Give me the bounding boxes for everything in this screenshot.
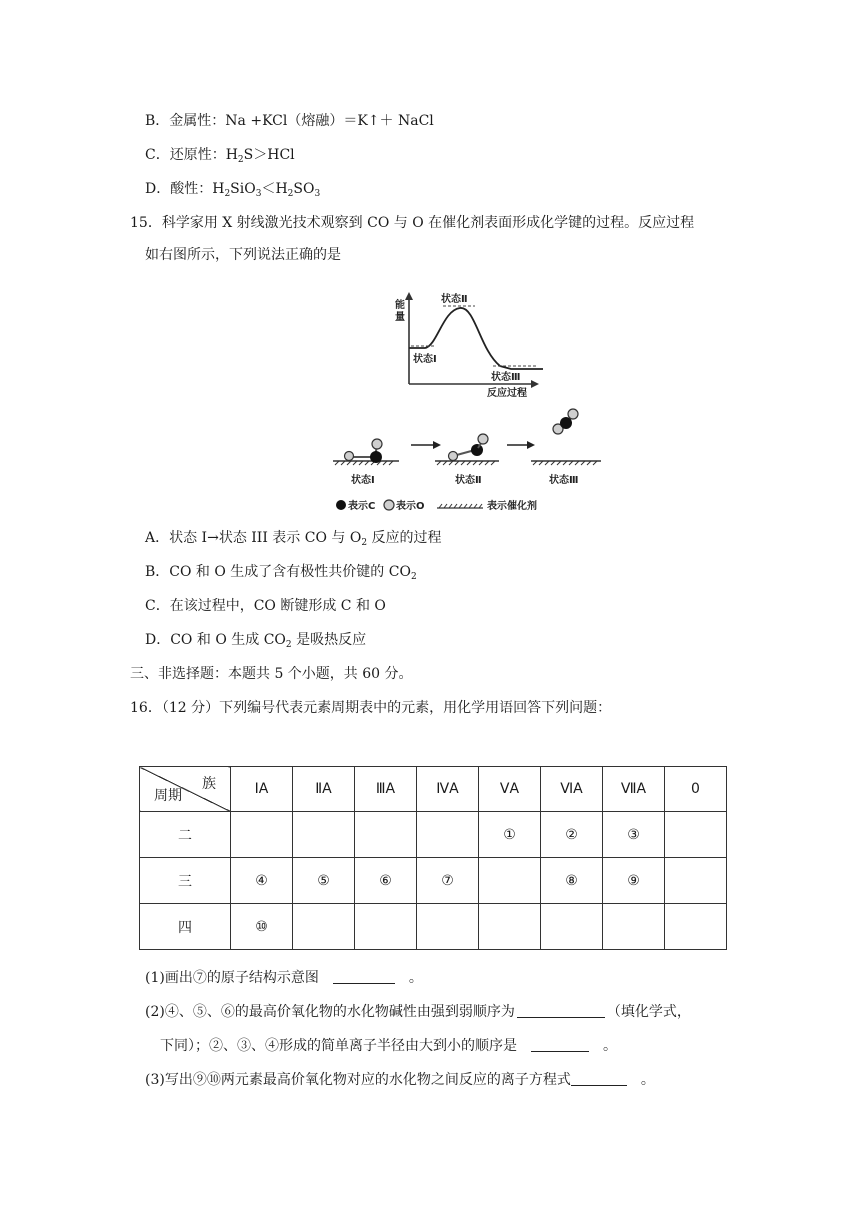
answer-blank[interactable] (531, 1037, 589, 1052)
option-d-14: D．酸性：$H_2SiO_3<H_2SO_3$ (145, 181, 321, 199)
periodic-table (139, 766, 727, 950)
question-16-part-2-cont: 下同）；②、③、④形成的简单离子半径由大到小的顺序是 。 (160, 1038, 617, 1054)
question-16-stem: 16．（12 分）下列编号代表元素周期表中的元素，用化学用语回答下列问题： (130, 700, 612, 716)
stage-2-label: 状态Ⅱ (455, 475, 482, 486)
group-header: ⅦA (603, 767, 665, 812)
answer-blank[interactable] (571, 1071, 627, 1086)
table-row (140, 858, 727, 904)
table-cell (665, 812, 727, 858)
table-cell: ⑨ (603, 858, 665, 904)
table-cell (417, 904, 479, 950)
group-header-label: 族 (202, 776, 216, 792)
period-label: 四 (140, 904, 231, 950)
option-d-15: D．CO 和 O 生成 $CO_2$ 是吸热反应 (145, 632, 367, 650)
table-cell (293, 812, 355, 858)
table-cell: ⑤ (293, 858, 355, 904)
table-cell: ⑦ (417, 858, 479, 904)
section-3-heading: 三、非选择题：本题共 5 个小题，共 60 分。 (130, 666, 413, 682)
table-cell (231, 812, 293, 858)
table-cell (355, 904, 417, 950)
table-row (140, 812, 727, 858)
energy-axis-label: 量 (395, 312, 405, 323)
group-header: ⅣA (417, 767, 479, 812)
stage-1-label: 状态Ⅰ (351, 475, 375, 486)
question-15-stem-line-2: 如右图所示，下列说法正确的是 (145, 247, 341, 263)
question-16-part-2: (2)④、⑤、⑥的最高价氧化物的水化物碱性由强到弱顺序为 （填化学式， (145, 1004, 691, 1020)
option-c-15: C．在该过程中，CO 断键形成 C 和 O (145, 598, 386, 614)
group-header: ⅡA (293, 767, 355, 812)
stage-3-label: 状态Ⅲ (549, 475, 579, 486)
option-b-14: B．金属性：Na +KCl（熔融）＝K↑＋ NaCl (145, 113, 434, 129)
table-cell (355, 812, 417, 858)
table-cell (541, 904, 603, 950)
group-header: ⅢA (355, 767, 417, 812)
period-label: 二 (140, 812, 231, 858)
question-16-part-3: (3)写出⑨⑩两元素最高价氧化物对应的水化物之间反应的离子方程式 。 (145, 1072, 655, 1088)
table-cell (479, 904, 541, 950)
option-a-15: A．状态 I→状态 III 表示 CO 与 $O_2$ 反应的过程 (145, 530, 442, 548)
table-cell (665, 904, 727, 950)
answer-blank[interactable] (517, 1003, 605, 1018)
table-cell (665, 858, 727, 904)
table-cell (417, 812, 479, 858)
table-cell (479, 858, 541, 904)
legend-catalyst: 表示催化剂 (487, 501, 537, 512)
x-axis-label: 反应过程 (487, 388, 527, 399)
question-15-stem-line-1: 15．科学家用 X 射线激光技术观察到 CO 与 O 在催化剂表面形成化学键的过程。反应过程 (130, 215, 695, 231)
state-3-label: 状态Ⅲ (491, 372, 521, 383)
legend-o: 表示O (396, 501, 425, 512)
table-cell: ⑧ (541, 858, 603, 904)
table-cell (293, 904, 355, 950)
reaction-energy-figure (325, 280, 615, 520)
group-header: ⅥA (541, 767, 603, 812)
group-header: 0 (665, 767, 727, 812)
legend-c: 表示C (348, 501, 376, 512)
period-header-label: 周期 (154, 788, 182, 804)
answer-blank[interactable] (333, 969, 395, 984)
table-cell (603, 904, 665, 950)
table-cell: ① (479, 812, 541, 858)
state-1-label: 状态Ⅰ (413, 354, 437, 365)
table-cell: ⑩ (231, 904, 293, 950)
table-cell: ③ (603, 812, 665, 858)
option-b-15: B．CO 和 O 生成了含有极性共价键的 $CO_2$ (145, 564, 417, 582)
option-c-14: C．还原性：$H_2S>HCl$ (145, 147, 295, 165)
table-cell: ⑥ (355, 858, 417, 904)
table-cell: ④ (231, 858, 293, 904)
table-cell: ② (541, 812, 603, 858)
group-header: ⅤA (479, 767, 541, 812)
table-corner-cell (140, 767, 231, 812)
question-16-part-1: (1)画出⑦的原子结构示意图 。 (145, 970, 423, 986)
group-header: ⅠA (231, 767, 293, 812)
state-2-label: 状态Ⅱ (441, 294, 468, 305)
energy-axis-label: 能 (395, 300, 405, 311)
period-label: 三 (140, 858, 231, 904)
table-row (140, 904, 727, 950)
